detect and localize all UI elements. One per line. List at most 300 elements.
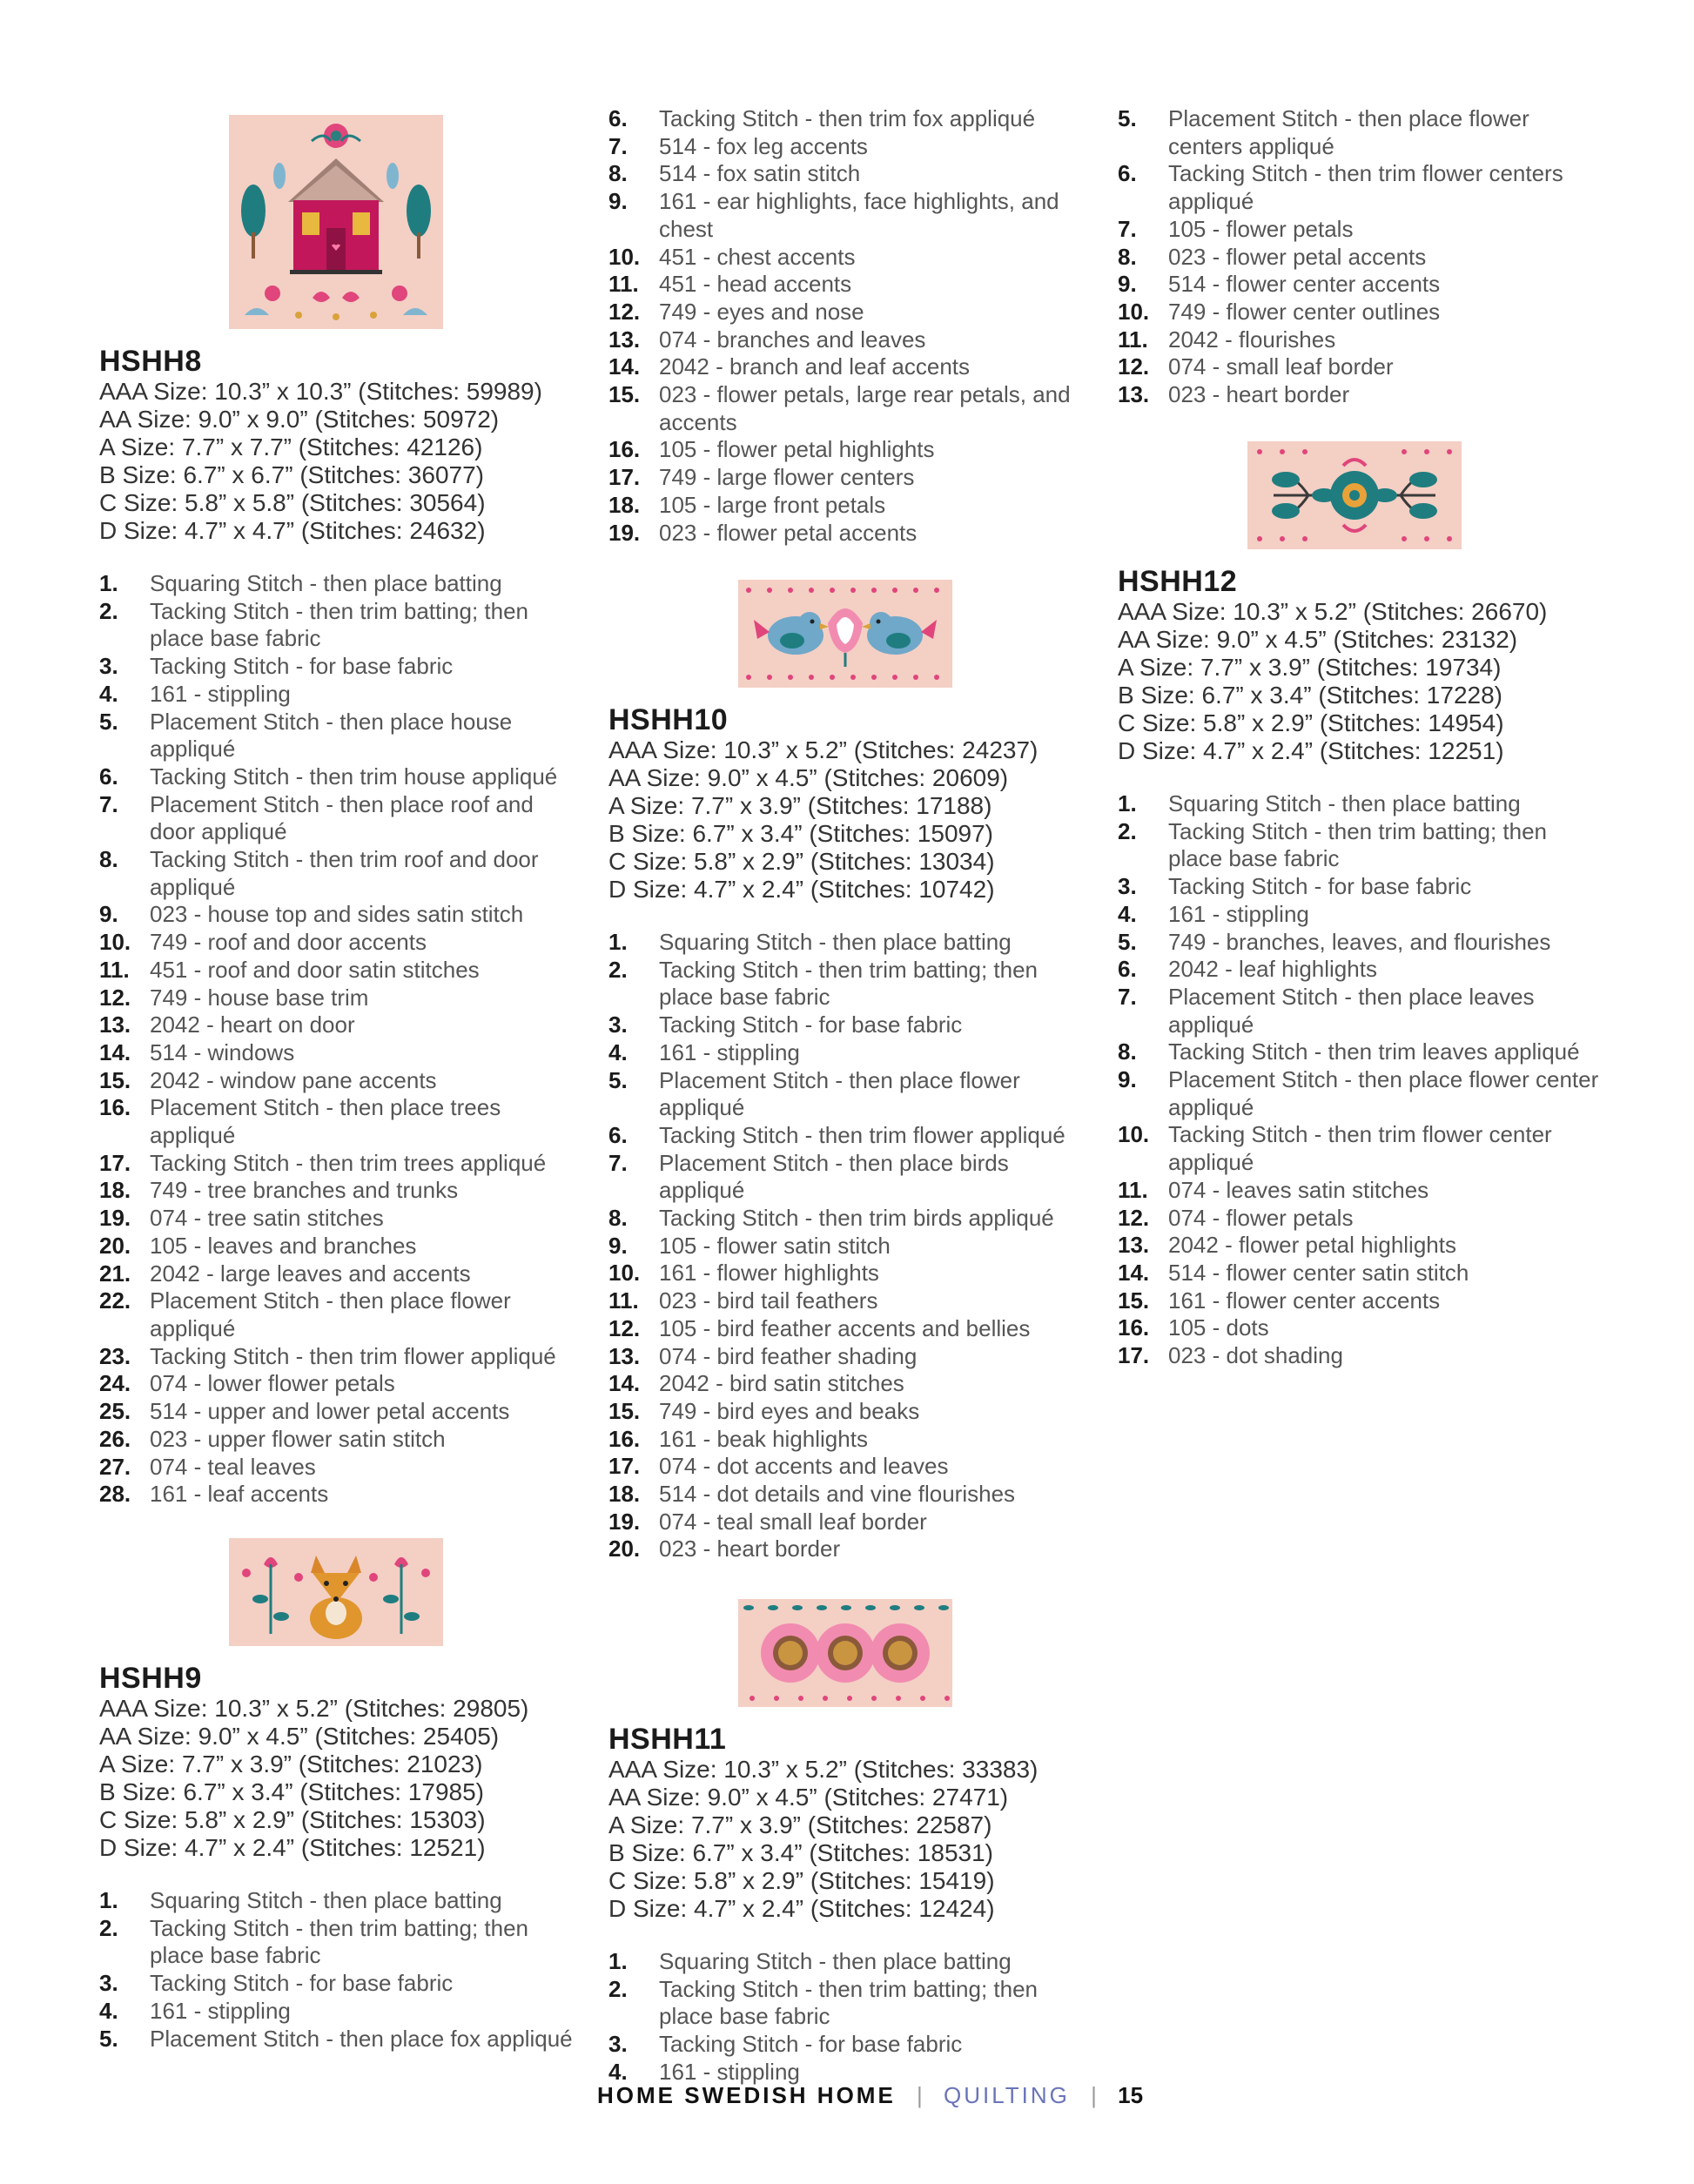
stitch-step <box>99 1287 585 1342</box>
size-list <box>1118 598 1547 765</box>
step-text: 161 - leaf accents <box>150 1481 329 1508</box>
step-number: 1. <box>99 570 118 596</box>
size-a: A Size: 7.7” x 3.9” (Stitches: 21023) <box>99 1751 483 1777</box>
hshh8-house-illustration <box>229 115 443 329</box>
page-footer <box>597 2082 1143 2109</box>
step-text: Tacking Stitch - then trim roof and door appliqué <box>150 846 539 900</box>
step-number: 12. <box>608 298 641 325</box>
step-text: 2042 - window pane accents <box>150 1066 437 1093</box>
stitch-step <box>99 1970 585 1998</box>
step-number: 18. <box>608 1481 641 1508</box>
step-text: 074 - leaves satin stitches <box>1168 1176 1429 1203</box>
stitch-step <box>608 436 1094 464</box>
step-text: 451 - head accents <box>659 271 852 298</box>
stitch-step <box>1118 353 1603 381</box>
stitch-step <box>608 160 1094 188</box>
step-number: 23. <box>99 1342 131 1369</box>
stitch-step <box>608 2031 1094 2059</box>
stitch-step <box>99 598 585 653</box>
step-number: 17. <box>608 464 641 491</box>
stitch-step <box>99 1454 585 1482</box>
step-text: 161 - stippling <box>659 2058 800 2085</box>
stitch-step <box>608 1150 1094 1205</box>
step-text: Tacking Stitch - then trim batting; then place base fabric <box>150 597 528 652</box>
section-name: QUILTING <box>944 2082 1070 2108</box>
stitch-step <box>608 1509 1094 1536</box>
hshh11-flowers-illustration <box>738 1599 952 1707</box>
step-number: 18. <box>99 1177 131 1204</box>
step-text: Tacking Stitch - then trim flower centers appliqué <box>1168 160 1563 215</box>
size-d: D Size: 4.7” x 4.7” (Stitches: 24632) <box>99 517 486 544</box>
step-text: Tacking Stitch - then trim house appliqué <box>150 763 558 790</box>
stitch-step <box>608 1370 1094 1398</box>
step-text: 105 - dots <box>1168 1314 1269 1341</box>
step-number: 8. <box>1118 243 1137 270</box>
size-c: C Size: 5.8” x 5.8” (Stitches: 30564) <box>99 489 486 516</box>
step-number: 14. <box>608 353 641 380</box>
stitch-step <box>608 1122 1094 1150</box>
size-aa: AA Size: 9.0” x 4.5” (Stitches: 27471) <box>608 1784 1009 1811</box>
step-text: Tacking Stitch - for base fabric <box>659 1011 963 1038</box>
step-text: 749 - house base trim <box>150 984 369 1011</box>
stitch-step <box>1118 244 1603 272</box>
step-text: 161 - stippling <box>1168 900 1309 927</box>
stitch-step <box>99 1233 585 1260</box>
stitch-step <box>608 299 1094 326</box>
stitch-step <box>99 1094 585 1149</box>
stitch-step <box>608 1011 1094 1039</box>
step-text: Placement Stitch - then place flower appliqué <box>659 1066 1020 1121</box>
stitch-step <box>608 1976 1094 2031</box>
step-text: 451 - roof and door satin stitches <box>150 956 480 983</box>
size-b: B Size: 6.7” x 3.4” (Stitches: 15097) <box>608 820 993 847</box>
step-number: 4. <box>1118 900 1137 927</box>
stitch-step <box>608 326 1094 354</box>
step-number: 13. <box>608 1342 641 1369</box>
step-number: 11. <box>1118 1176 1148 1203</box>
step-number: 16. <box>608 1425 641 1452</box>
step-number: 3. <box>608 2031 628 2058</box>
stitch-step <box>608 381 1094 436</box>
step-text: Tacking Stitch - then trim birds appliqué <box>659 1205 1054 1232</box>
step-text: 074 - bird feather shading <box>659 1342 918 1369</box>
step-text: 074 - tree satin stitches <box>150 1205 384 1232</box>
stitch-step <box>99 1067 585 1095</box>
size-list <box>608 1756 1038 1923</box>
step-text: Tacking Stitch - then trim trees appliqué <box>150 1149 547 1176</box>
step-number: 15. <box>99 1066 131 1093</box>
step-text: Placement Stitch - then place roof and door appliqué <box>150 790 534 845</box>
step-number: 9. <box>1118 271 1137 298</box>
stitch-step <box>1118 160 1603 215</box>
stitch-step <box>1118 1287 1603 1315</box>
stitch-step <box>1118 216 1603 244</box>
stitch-step <box>1118 1205 1603 1233</box>
step-text: 023 - heart border <box>659 1536 841 1562</box>
step-number: 11. <box>99 956 130 983</box>
stitch-step <box>608 1315 1094 1343</box>
step-number: 15. <box>608 1397 641 1424</box>
page-number: 15 <box>1118 2082 1144 2108</box>
step-text: Squaring Stitch - then place batting <box>659 1948 1012 1974</box>
step-text: 749 - roof and door accents <box>150 929 427 956</box>
stitch-step <box>608 1067 1094 1122</box>
hshh10-birds-illustration <box>738 580 952 688</box>
step-number: 9. <box>608 1232 628 1259</box>
step-number: 6. <box>608 1121 628 1148</box>
stitch-step <box>99 709 585 763</box>
step-text: Tacking Stitch - for base fabric <box>150 653 454 680</box>
step-text: 2042 - heart on door <box>150 1011 355 1038</box>
step-number: 6. <box>99 763 118 790</box>
step-text: 514 - upper and lower petal accents <box>150 1398 510 1425</box>
stitch-step <box>99 1370 585 1398</box>
step-text: Squaring Stitch - then place batting <box>1168 790 1521 816</box>
size-a: A Size: 7.7” x 3.9” (Stitches: 19734) <box>1118 654 1502 681</box>
stitch-step <box>99 1398 585 1426</box>
step-text: 2042 - bird satin stitches <box>659 1370 904 1397</box>
stitch-step <box>1118 271 1603 299</box>
step-number: 28. <box>99 1481 131 1508</box>
step-text: Placement Stitch - then place flower centers appliqué <box>1168 105 1529 159</box>
step-text: Tacking Stitch - then trim batting; then place base fabric <box>150 1914 528 1969</box>
design-title: HSHH11 <box>608 1723 727 1756</box>
stitch-step <box>608 271 1094 299</box>
step-number: 7. <box>608 132 628 159</box>
stitch-step <box>1118 326 1603 354</box>
step-text: 105 - flower petals <box>1168 215 1354 242</box>
stitch-step <box>99 984 585 1012</box>
stitch-steps <box>608 929 1094 1563</box>
step-number: 5. <box>1118 105 1137 131</box>
footer-divider: | <box>1091 2082 1097 2108</box>
design-title: HSHH9 <box>99 1662 202 1695</box>
step-number: 3. <box>1118 873 1137 900</box>
magazine-title: HOME SWEDISH HOME <box>597 2082 896 2108</box>
step-text: 749 - bird eyes and beaks <box>659 1397 920 1424</box>
footer-divider: | <box>917 2082 923 2108</box>
stitch-step <box>608 1260 1094 1287</box>
step-text: Tacking Stitch - for base fabric <box>659 2031 963 2058</box>
step-text: 161 - flower highlights <box>659 1260 879 1287</box>
step-number: 7. <box>1118 215 1137 242</box>
size-aa: AA Size: 9.0” x 4.5” (Stitches: 25405) <box>99 1723 500 1750</box>
step-number: 5. <box>99 708 118 735</box>
step-text: 161 - flower center accents <box>1168 1287 1441 1314</box>
stitch-step <box>99 901 585 929</box>
hshh9-stitch-steps-continued <box>608 105 1094 547</box>
step-number: 8. <box>1118 1038 1137 1065</box>
step-text: 2042 - flourishes <box>1168 326 1336 353</box>
step-text: 023 - upper flower satin stitch <box>150 1425 446 1452</box>
hshh11-stitch-steps-continued <box>1118 105 1603 409</box>
size-aaa: AAA Size: 10.3” x 5.2” (Stitches: 29805) <box>99 1695 529 1722</box>
stitch-step <box>608 1343 1094 1371</box>
step-text: Squaring Stitch - then place batting <box>150 1887 502 1913</box>
step-number: 19. <box>99 1205 131 1232</box>
size-aaa: AAA Size: 10.3” x 5.2” (Stitches: 33383) <box>608 1756 1039 1783</box>
stitch-step <box>1118 873 1603 901</box>
step-number: 14. <box>1118 1259 1150 1286</box>
stitch-step <box>99 1039 585 1067</box>
size-aaa: AAA Size: 10.3” x 10.3” (Stitches: 59989) <box>99 378 542 405</box>
stitch-step <box>608 1039 1094 1067</box>
step-number: 2. <box>608 956 628 983</box>
hshh9-thumbnail <box>229 1538 443 1646</box>
size-a: A Size: 7.7” x 3.9” (Stitches: 17188) <box>608 792 992 819</box>
step-number: 10. <box>608 243 641 270</box>
stitch-step <box>99 1260 585 1288</box>
step-number: 13. <box>608 326 641 353</box>
step-text: Tacking Stitch - then trim fox appliqué <box>659 105 1036 131</box>
stitch-step <box>99 570 585 598</box>
step-number: 5. <box>99 2025 118 2052</box>
size-aaa: AAA Size: 10.3” x 5.2” (Stitches: 26670) <box>1118 598 1548 625</box>
stitch-step <box>99 1011 585 1039</box>
step-number: 1. <box>99 1887 118 1913</box>
size-d: D Size: 4.7” x 2.4” (Stitches: 12424) <box>608 1895 995 1922</box>
step-text: Squaring Stitch - then place batting <box>150 570 502 596</box>
step-text: 105 - bird feather accents and bellies <box>659 1314 1031 1341</box>
step-number: 16. <box>608 436 641 463</box>
step-number: 24. <box>99 1370 131 1397</box>
stitch-step <box>1118 1232 1603 1260</box>
step-text: Placement Stitch - then place house appliqué <box>150 708 513 763</box>
step-number: 20. <box>99 1232 131 1259</box>
size-c: C Size: 5.8” x 2.9” (Stitches: 15419) <box>608 1867 995 1894</box>
step-number: 16. <box>99 1094 131 1121</box>
step-number: 8. <box>608 160 628 187</box>
step-text: Placement Stitch - then place flower appliqué <box>150 1287 511 1341</box>
step-number: 6. <box>608 105 628 131</box>
step-text: 451 - chest accents <box>659 243 856 270</box>
stitch-steps <box>608 1948 1094 2087</box>
stitch-steps <box>99 570 585 1509</box>
step-number: 1. <box>608 1948 628 1974</box>
step-number: 7. <box>1118 983 1137 1010</box>
stitch-step <box>99 653 585 681</box>
size-d: D Size: 4.7” x 2.4” (Stitches: 12521) <box>99 1834 486 1861</box>
step-text: 105 - large front petals <box>659 491 886 518</box>
stitch-step <box>608 957 1094 1011</box>
step-number: 3. <box>99 653 118 680</box>
stitch-step <box>608 492 1094 520</box>
stitch-step <box>608 1536 1094 1563</box>
step-text: Tacking Stitch - then trim batting; then place base fabric <box>659 1975 1038 2030</box>
step-text: 023 - flower petal accents <box>659 519 918 546</box>
step-number: 12. <box>1118 1204 1150 1231</box>
size-b: B Size: 6.7” x 3.4” (Stitches: 17228) <box>1118 682 1502 709</box>
step-text: Tacking Stitch - then trim flower appliqué <box>659 1121 1065 1148</box>
step-number: 19. <box>608 1508 641 1535</box>
step-text: 514 - flower center accents <box>1168 271 1441 298</box>
step-number: 9. <box>608 188 628 215</box>
stitch-step <box>608 353 1094 381</box>
step-number: 2. <box>608 1975 628 2002</box>
step-number: 10. <box>1118 1121 1150 1148</box>
stitch-step <box>608 133 1094 161</box>
stitch-step <box>608 1453 1094 1481</box>
step-number: 19. <box>608 519 641 546</box>
size-a: A Size: 7.7” x 7.7” (Stitches: 42126) <box>99 433 483 460</box>
step-text: Placement Stitch - then place fox appliqué <box>150 2025 573 2052</box>
step-number: 4. <box>99 680 118 707</box>
stitch-step <box>608 1481 1094 1509</box>
hshh8-thumbnail <box>229 115 443 329</box>
step-number: 2. <box>1118 817 1137 844</box>
step-text: Tacking Stitch - then trim flower center appliqué <box>1168 1121 1552 1176</box>
step-text: Tacking Stitch - then trim batting; then place base fabric <box>659 956 1038 1011</box>
step-text: 749 - tree branches and trunks <box>150 1177 459 1204</box>
size-aa: AA Size: 9.0” x 4.5” (Stitches: 20609) <box>608 764 1009 791</box>
step-number: 27. <box>99 1453 131 1480</box>
stitch-step <box>608 929 1094 957</box>
stitch-step <box>99 681 585 709</box>
size-d: D Size: 4.7” x 2.4” (Stitches: 10742) <box>608 876 995 903</box>
step-text: Tacking Stitch - then trim leaves appliqué <box>1168 1038 1580 1065</box>
stitch-step <box>99 1915 585 1970</box>
step-text: 2042 - branch and leaf accents <box>659 353 971 380</box>
step-number: 11. <box>608 1287 639 1314</box>
size-list <box>99 378 542 545</box>
step-text: 105 - flower petal highlights <box>659 436 935 463</box>
step-text: Placement Stitch - then place trees appliqué <box>150 1094 501 1149</box>
step-number: 7. <box>99 790 118 817</box>
stitch-step <box>1118 1066 1603 1121</box>
step-number: 12. <box>1118 353 1150 380</box>
step-number: 1. <box>1118 790 1137 816</box>
stitch-step <box>608 105 1094 133</box>
step-text: 074 - teal small leaf border <box>659 1508 927 1535</box>
step-number: 11. <box>608 271 639 298</box>
step-text: 514 - fox satin stitch <box>659 160 861 187</box>
step-text: Placement Stitch - then place leaves appliqué <box>1168 983 1535 1038</box>
size-c: C Size: 5.8” x 2.9” (Stitches: 15303) <box>99 1806 486 1833</box>
step-text: 074 - flower petals <box>1168 1204 1354 1231</box>
stitch-step <box>99 791 585 846</box>
step-text: 2042 - large leaves and accents <box>150 1260 471 1287</box>
step-number: 8. <box>99 846 118 873</box>
step-number: 16. <box>1118 1314 1150 1341</box>
size-c: C Size: 5.8” x 2.9” (Stitches: 13034) <box>608 848 995 875</box>
step-number: 21. <box>99 1260 131 1287</box>
step-text: Tacking Stitch - for base fabric <box>150 1970 454 1997</box>
stitch-step <box>1118 1260 1603 1287</box>
step-text: Placement Stitch - then place birds appliqué <box>659 1149 1009 1204</box>
step-text: 074 - branches and leaves <box>659 326 926 353</box>
stitch-step <box>99 1481 585 1509</box>
step-number: 6. <box>1118 160 1137 187</box>
step-number: 13. <box>1118 1232 1150 1259</box>
step-number: 2. <box>99 597 118 624</box>
step-number: 20. <box>608 1536 641 1562</box>
stitch-step <box>1118 984 1603 1038</box>
step-text: 023 - flower petals, large rear petals, and accents <box>659 381 1071 435</box>
step-number: 22. <box>99 1287 131 1314</box>
stitch-step <box>1118 299 1603 326</box>
step-text: Tacking Stitch - then trim batting; then place base fabric <box>1168 817 1547 872</box>
step-text: 023 - flower petal accents <box>1168 243 1427 270</box>
step-text: Tacking Stitch - for base fabric <box>1168 873 1472 900</box>
stitch-step <box>99 1150 585 1178</box>
hshh12-thumbnail <box>1247 441 1462 549</box>
step-number: 4. <box>608 1038 628 1065</box>
size-aaa: AAA Size: 10.3” x 5.2” (Stitches: 24237) <box>608 736 1039 763</box>
step-text: 749 - large flower centers <box>659 464 915 491</box>
step-number: 26. <box>99 1425 131 1452</box>
stitch-step <box>608 1398 1094 1426</box>
stitch-step <box>608 1233 1094 1260</box>
stitch-step <box>99 1887 585 1915</box>
step-text: 023 - heart border <box>1168 381 1350 408</box>
step-text: 514 - flower center satin stitch <box>1168 1259 1469 1286</box>
step-number: 17. <box>1118 1342 1150 1369</box>
step-text: 161 - stippling <box>150 680 291 707</box>
stitch-step <box>1118 1177 1603 1205</box>
step-number: 7. <box>608 1149 628 1176</box>
step-text: 023 - dot shading <box>1168 1342 1343 1369</box>
stitch-step <box>99 1343 585 1371</box>
step-text: 074 - teal leaves <box>150 1453 316 1480</box>
stitch-step <box>1118 105 1603 160</box>
step-text: 023 - house top and sides satin stitch <box>150 901 524 928</box>
size-aa: AA Size: 9.0” x 4.5” (Stitches: 23132) <box>1118 626 1518 653</box>
step-number: 14. <box>99 1038 131 1065</box>
stitch-step <box>99 957 585 984</box>
step-text: 161 - beak highlights <box>659 1425 868 1452</box>
stitch-steps <box>1118 790 1603 1370</box>
stitch-step <box>608 1426 1094 1454</box>
step-text: 2042 - flower petal highlights <box>1168 1232 1456 1259</box>
stitch-step <box>608 188 1094 243</box>
size-c: C Size: 5.8” x 2.9” (Stitches: 14954) <box>1118 709 1504 736</box>
step-number: 3. <box>608 1011 628 1038</box>
step-text: 074 - small leaf border <box>1168 353 1394 380</box>
step-number: 12. <box>608 1314 641 1341</box>
size-b: B Size: 6.7” x 3.4” (Stitches: 18531) <box>608 1839 993 1866</box>
stitch-step <box>99 1205 585 1233</box>
step-number: 15. <box>1118 1287 1150 1314</box>
step-text: 074 - dot accents and leaves <box>659 1453 949 1480</box>
stitch-step <box>99 1998 585 2026</box>
stitch-step <box>1118 1038 1603 1066</box>
stitch-step <box>1118 790 1603 818</box>
step-text: 749 - branches, leaves, and flourishes <box>1168 928 1551 955</box>
step-number: 10. <box>608 1260 641 1287</box>
hshh12-teal-flower-illustration <box>1247 441 1462 549</box>
step-number: 2. <box>99 1914 118 1941</box>
stitch-steps <box>99 1887 585 2053</box>
step-text: 514 - windows <box>150 1038 295 1065</box>
stitch-step <box>99 2026 585 2053</box>
size-list <box>99 1695 528 1862</box>
step-number: 1. <box>608 929 628 955</box>
stitch-step <box>1118 1121 1603 1176</box>
step-number: 9. <box>1118 1066 1137 1093</box>
stitch-step <box>1118 956 1603 984</box>
size-d: D Size: 4.7” x 2.4” (Stitches: 12251) <box>1118 737 1504 764</box>
stitch-step <box>1118 1314 1603 1342</box>
step-text: 749 - flower center outlines <box>1168 298 1441 325</box>
size-b: B Size: 6.7” x 6.7” (Stitches: 36077) <box>99 461 484 488</box>
stitch-step <box>1118 818 1603 873</box>
step-text: 161 - stippling <box>659 1038 800 1065</box>
step-text: 161 - stippling <box>150 1997 291 2024</box>
stitch-step <box>1118 1342 1603 1370</box>
step-number: 4. <box>99 1997 118 2024</box>
design-title: HSHH12 <box>1118 565 1238 598</box>
step-number: 10. <box>99 929 131 956</box>
